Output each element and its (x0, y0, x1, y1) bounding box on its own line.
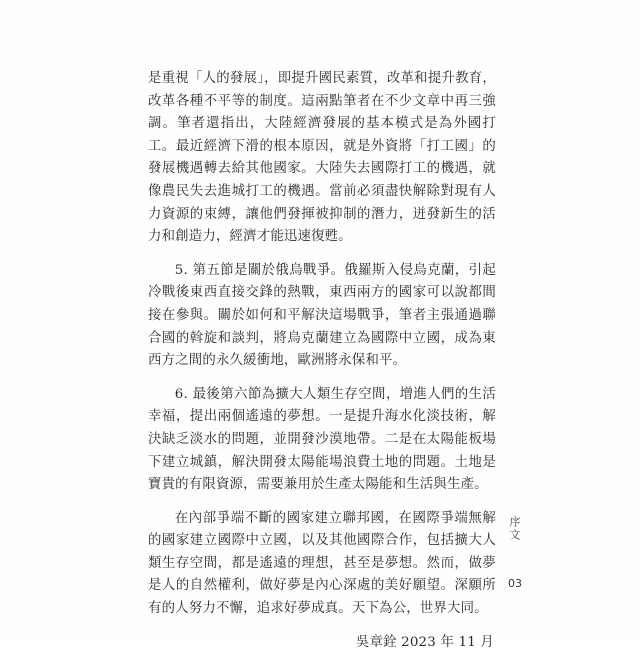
paragraph-4: 在內部爭端不斷的國家建立聯邦國，在國際爭端無解的國家建立國際中立國，以及其他國際合作，包括擴大人類生存空間，都是遙遠的理想，甚至是夢想。然而，做夢是人的自然權利，做好夢是內心深處的美好願望。深願所有的人努力不懈，追求好夢成真。天下為公，世界大同。 (148, 510, 496, 617)
author-signature: 吳章銓 2023 年 11 月 (355, 634, 494, 650)
section-side-label: 序文 (508, 516, 521, 542)
page-number: 03 (508, 577, 522, 590)
body-text (148, 68, 496, 654)
paragraph-3: 6. 最後第六節為擴大人類生存空間，增進人們的生活幸福，提出兩個遙遠的夢想。一是提升海水化淡技術，解決缺乏淡水的問題，並開發沙漠地帶。二是在太陽能板場下建立城鎮，解決開發太陽能場浪費土地的問題。土地是寶貴的有限資源，需要兼用於生產太陽能和生活與生產。 (148, 386, 496, 493)
paragraph-2: 5. 第五節是關於俄烏戰爭。俄羅斯入侵烏克蘭，引起冷戰後東西直接交鋒的熱戰，東西兩方的國家可以說都間接在參與。關於如何和平解決這場戰爭，筆者主張通過聯合國的斡旋和談判，將烏克蘭建立為國際中立國，成為東西方之間的永久緩衝地，歐洲將永保和平。 (148, 262, 496, 369)
paragraph-1: 是重視「人的發展」，即提升國民素質，改革和提升教育，改革各種不平等的制度。這兩點筆者在不少文章中再三強調。筆者還指出，大陸經濟發展的基本模式是為外國打工。最近經濟下滑的根本原因，就是外資將「打工國」的發展機遇轉去給其他國家。大陸失去國際打工的機遇，就像農民失去進城打工的機遇。當前必須盡快解除對現有人力資源的束縛，讓他們發揮被抑制的潛力，迸發新生的活力和創造力，經濟才能迅速復甦。 (148, 71, 496, 245)
